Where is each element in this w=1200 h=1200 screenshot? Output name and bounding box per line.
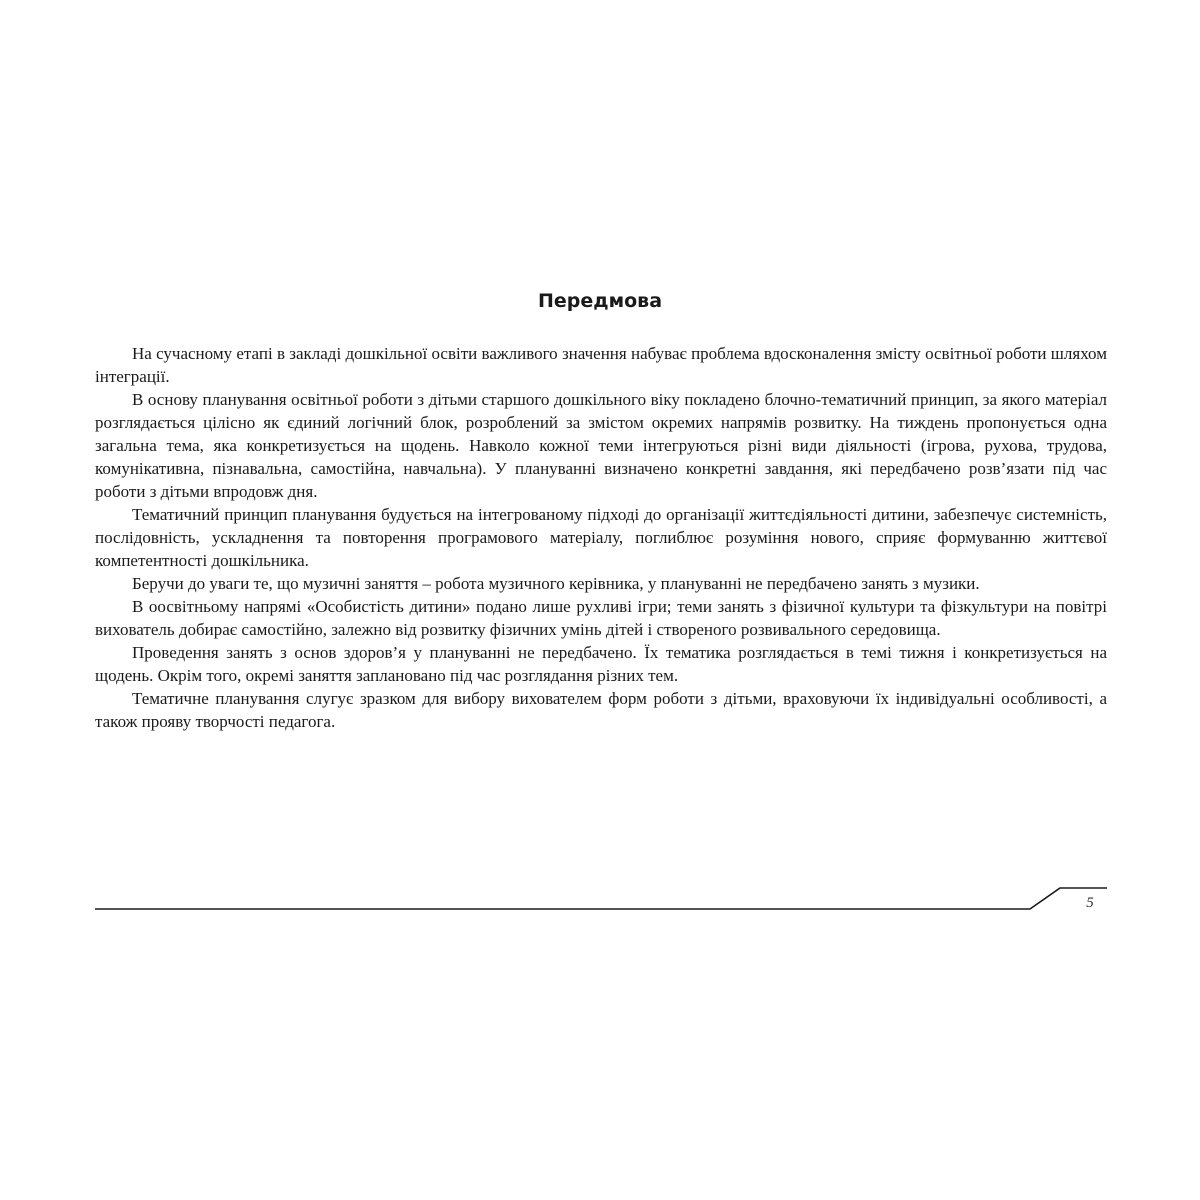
- paragraph-2: В основу планування освітньої роботи з дітьми старшого дошкільного віку покладено блочно-тематичний принцип, за якого матеріал розглядається цілісно як єдиний логічний блок, розроблений за змістом окремих напрямів розвитку. На тиждень пропонується одна загальна тема, яка конкретизується на щодень. Навколо кожної теми інтегруються різні види діяльності (ігрова, рухова, трудова, комунікативна, пізнавальна, самостійна, навчальна). У плануванні визначено конкретні завдання, які передбачено розв’язати під час роботи з дітьми впродовж дня.: [95, 390, 1107, 501]
- paragraph-7: Тематичне планування слугує зразком для вибору вихователем форм роботи з дітьми, враховуючи їх індивідуальні особливості, а також прояву творчості педагога.: [95, 689, 1107, 731]
- paragraph-1: На сучасному етапі в закладі дошкільної освіти важливого значення набуває проблема вдосконалення змісту освітньої роботи шляхом інтеграції.: [95, 344, 1107, 386]
- paragraph-4: Беручи до уваги те, що музичні заняття – робота музичного керівника, у плануванні не передбачено занять з музики.: [132, 574, 980, 593]
- paragraph-5: В оосвітньому напрямі «Особистість дитини» подано лише рухливі ігри; теми занять з фізичної культури та фізкультури на повітрі вихователь добирає самостійно, залежно від розвитку фізичних умінь дітей і створеного розвивального середовища.: [95, 597, 1107, 639]
- paragraph-6: Проведення занять з основ здоров’я у плануванні не передбачено. Їх тематика розглядається в темі тижня і конкретизується на щодень. Окрім того, окремі заняття заплановано під час розглядання різних тем.: [95, 643, 1107, 685]
- paragraph-3: Тематичний принцип планування будується на інтегрованому підході до організації життєдіяльності дитини, забезпечує системність, послідовність, ускладнення та повторення програмового матеріалу, поглиблює розуміння нового, сприяє формуванню життєвої компетентності дошкільника.: [95, 505, 1107, 570]
- body-text: [95, 342, 1107, 733]
- page-number: 5: [1086, 895, 1094, 911]
- page-title: Передмова: [537, 289, 663, 312]
- footer-line: [95, 888, 1107, 909]
